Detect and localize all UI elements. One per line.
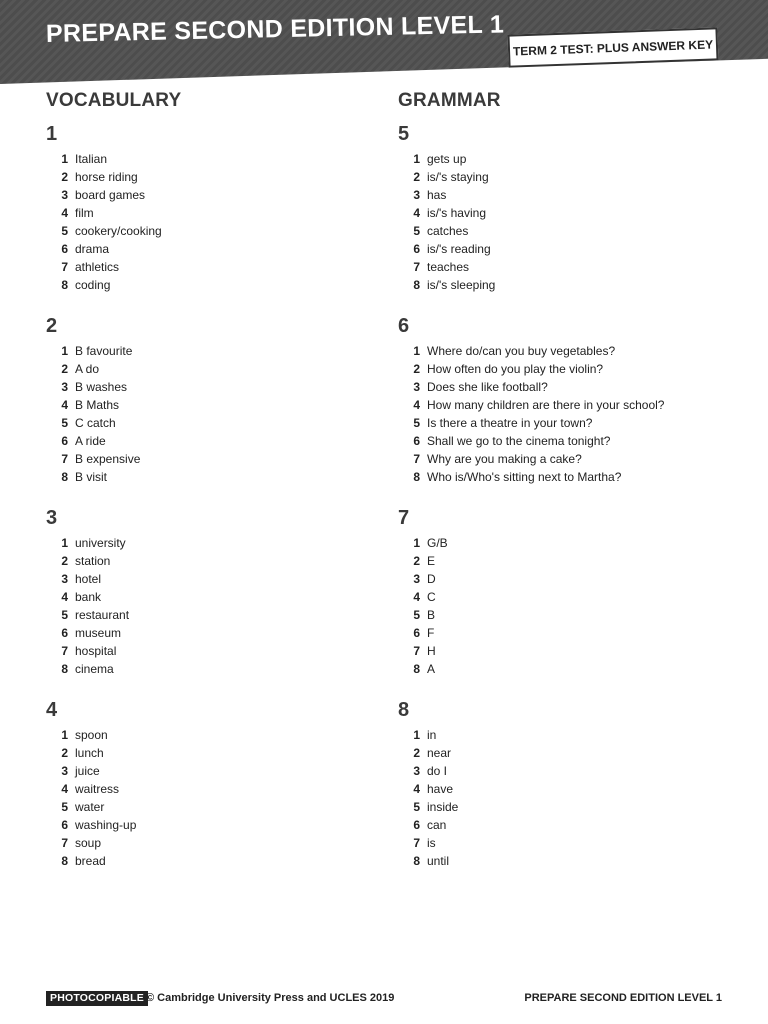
answer-list <box>398 534 748 678</box>
answer-number: 5 <box>61 416 68 430</box>
exercise-block <box>46 506 376 678</box>
answer-item <box>46 276 376 294</box>
answer-text: E <box>427 554 436 568</box>
vocabulary-heading: VOCABULARY <box>46 90 182 111</box>
answer-number: 8 <box>413 470 420 484</box>
answer-number: 5 <box>413 416 420 430</box>
answer-number: 1 <box>413 536 420 550</box>
answer-number: 2 <box>413 170 420 184</box>
answer-number: 5 <box>61 800 68 814</box>
answer-item <box>398 642 748 660</box>
exercise-number: 3 <box>46 507 58 529</box>
answer-text: have <box>427 782 454 796</box>
answer-text: athletics <box>75 260 120 274</box>
answer-item <box>398 762 748 780</box>
answer-number: 8 <box>61 278 68 292</box>
answer-item <box>398 222 748 240</box>
answer-text: Who is/Who's sitting next to Martha? <box>427 470 622 484</box>
answer-item <box>46 816 376 834</box>
answer-text: is/'s staying <box>427 170 489 184</box>
answer-text: bread <box>75 854 106 868</box>
answer-text: Does she like football? <box>427 380 548 394</box>
answer-number: 6 <box>413 434 420 448</box>
answer-item <box>46 798 376 816</box>
answer-item <box>46 204 376 222</box>
vocabulary-column <box>46 90 376 870</box>
answer-item <box>46 834 376 852</box>
answer-text: A <box>427 662 436 676</box>
answer-item <box>398 726 748 744</box>
answer-text: Why are you making a cake? <box>427 452 582 466</box>
answer-number: 8 <box>61 854 68 868</box>
answer-list <box>46 150 376 294</box>
exercise-number: 4 <box>46 699 58 721</box>
exercise-number: 1 <box>46 123 58 145</box>
answer-text: B expensive <box>75 452 141 466</box>
answer-number: 5 <box>413 800 420 814</box>
footer <box>46 989 722 1007</box>
answer-text: A ride <box>75 434 106 448</box>
answer-number: 7 <box>61 644 68 658</box>
answer-text: B visit <box>75 470 108 484</box>
answer-item <box>398 342 748 360</box>
answer-text: B <box>427 608 436 622</box>
answer-text: teaches <box>427 260 470 274</box>
answer-text: museum <box>75 626 122 640</box>
footer-level-text: PREPARE SECOND EDITION LEVEL 1 <box>524 992 722 1004</box>
answer-item <box>398 186 748 204</box>
answer-number: 3 <box>61 764 68 778</box>
answer-number: 6 <box>61 626 68 640</box>
answer-number: 1 <box>413 344 420 358</box>
answer-text: juice <box>75 764 100 778</box>
vocabulary-exercises <box>46 122 376 870</box>
answer-item <box>46 258 376 276</box>
answer-item <box>398 360 748 378</box>
answer-text: cinema <box>75 662 114 676</box>
answer-number: 2 <box>61 362 68 376</box>
answer-text: until <box>427 854 450 868</box>
test-badge: TERM 2 TEST: PLUS ANSWER KEY <box>507 27 718 67</box>
answer-text: is/'s reading <box>427 242 491 256</box>
answer-text: spoon <box>75 728 108 742</box>
answer-number: 8 <box>413 854 420 868</box>
answer-number: 7 <box>413 452 420 466</box>
answer-item <box>46 342 376 360</box>
answer-item <box>46 588 376 606</box>
answer-item <box>398 606 748 624</box>
page-title: PREPARE SECOND EDITION LEVEL 1 <box>45 10 505 48</box>
answer-item <box>46 432 376 450</box>
answer-number: 8 <box>413 278 420 292</box>
answer-number: 2 <box>61 170 68 184</box>
answer-text: A do <box>75 362 100 376</box>
answer-item <box>46 606 376 624</box>
answer-text: gets up <box>427 152 467 166</box>
answer-item <box>46 762 376 780</box>
answer-number: 1 <box>413 728 420 742</box>
answer-item <box>398 240 748 258</box>
answer-text: H <box>427 644 436 658</box>
exercise-block <box>398 314 748 486</box>
answer-text: university <box>75 536 126 550</box>
answer-text: C <box>427 590 436 604</box>
answer-number: 4 <box>413 590 420 604</box>
answer-number: 5 <box>413 608 420 622</box>
answer-text: G/B <box>427 536 448 550</box>
answer-number: 1 <box>413 152 420 166</box>
answer-number: 7 <box>413 260 420 274</box>
answer-item <box>46 222 376 240</box>
exercise-block <box>46 122 376 294</box>
answer-item <box>398 816 748 834</box>
copyright-text: © Cambridge University Press and UCLES 2019 <box>146 992 395 1004</box>
answer-text: horse riding <box>75 170 138 184</box>
grammar-column <box>398 90 748 870</box>
answer-item <box>398 414 748 432</box>
answer-text: in <box>427 728 437 742</box>
answer-text: near <box>427 746 452 760</box>
answer-number: 6 <box>61 434 68 448</box>
answer-number: 3 <box>413 188 420 202</box>
answer-text: inside <box>427 800 459 814</box>
answer-text: can <box>427 818 447 832</box>
answer-number: 2 <box>61 746 68 760</box>
answer-text: B washes <box>75 380 128 394</box>
answer-list <box>398 726 748 870</box>
answer-number: 4 <box>61 206 68 220</box>
answer-list <box>398 342 748 486</box>
answer-number: 4 <box>413 398 420 412</box>
answer-item <box>398 168 748 186</box>
answer-number: 1 <box>61 728 68 742</box>
answer-item <box>398 258 748 276</box>
exercise-block <box>46 698 376 870</box>
answer-text: has <box>427 188 447 202</box>
answer-text: cookery/cooking <box>75 224 162 238</box>
exercise-number: 7 <box>398 507 410 529</box>
answer-text: bank <box>75 590 102 604</box>
answer-text: hotel <box>75 572 102 586</box>
answer-number: 4 <box>61 398 68 412</box>
answer-item <box>398 588 748 606</box>
answer-number: 7 <box>61 836 68 850</box>
answer-text: Where do/can you buy vegetables? <box>427 344 616 358</box>
answer-item <box>46 744 376 762</box>
answer-text: B Maths <box>75 398 120 412</box>
answer-text: washing-up <box>75 818 137 832</box>
exercise-number: 6 <box>398 315 410 337</box>
answer-number: 4 <box>61 782 68 796</box>
answer-item <box>46 624 376 642</box>
answer-number: 4 <box>413 206 420 220</box>
answer-item <box>398 780 748 798</box>
answer-number: 4 <box>413 782 420 796</box>
answer-text: is/'s having <box>427 206 486 220</box>
answer-list <box>46 534 376 678</box>
answer-item <box>46 852 376 870</box>
answer-text: board games <box>75 188 146 202</box>
answer-text: D <box>427 572 436 586</box>
answer-item <box>398 276 748 294</box>
answer-number: 8 <box>413 662 420 676</box>
answer-number: 7 <box>413 836 420 850</box>
answer-text: station <box>75 554 111 568</box>
answer-text: C catch <box>75 416 116 430</box>
answer-number: 4 <box>61 590 68 604</box>
answer-number: 1 <box>61 344 68 358</box>
answer-item <box>46 468 376 486</box>
answer-item <box>46 396 376 414</box>
answer-item <box>398 378 748 396</box>
answer-item <box>46 780 376 798</box>
answer-text: waitress <box>75 782 120 796</box>
answer-list <box>46 342 376 486</box>
answer-text: hospital <box>75 644 117 658</box>
answer-text: do I <box>427 764 448 778</box>
answer-number: 5 <box>61 224 68 238</box>
answer-item <box>46 534 376 552</box>
answer-item <box>46 240 376 258</box>
answer-number: 6 <box>413 626 420 640</box>
answer-item <box>46 360 376 378</box>
answer-number: 3 <box>413 572 420 586</box>
answer-text: F <box>427 626 435 640</box>
exercise-block <box>398 122 748 294</box>
answer-item <box>398 150 748 168</box>
answer-number: 6 <box>413 242 420 256</box>
answer-number: 6 <box>61 818 68 832</box>
answer-list <box>398 150 748 294</box>
exercise-number: 8 <box>398 699 410 721</box>
answer-text: coding <box>75 278 111 292</box>
answer-number: 1 <box>61 536 68 550</box>
answer-item <box>46 150 376 168</box>
answer-item <box>398 552 748 570</box>
answer-text: soup <box>75 836 102 850</box>
answer-text: water <box>75 800 105 814</box>
grammar-heading: GRAMMAR <box>398 90 501 111</box>
answer-number: 2 <box>413 362 420 376</box>
answer-item <box>46 450 376 468</box>
answer-item <box>398 570 748 588</box>
answer-text: film <box>75 206 94 220</box>
answer-item <box>46 726 376 744</box>
answer-item <box>398 744 748 762</box>
answer-text: Italian <box>75 152 108 166</box>
answer-number: 7 <box>61 260 68 274</box>
answer-number: 3 <box>61 572 68 586</box>
answer-number: 5 <box>61 608 68 622</box>
answer-item <box>398 852 748 870</box>
answer-text: How many children are there in your school? <box>427 398 665 412</box>
answer-item <box>398 660 748 678</box>
answer-number: 8 <box>61 470 68 484</box>
answer-item <box>46 414 376 432</box>
answer-item <box>46 552 376 570</box>
answer-text: Is there a theatre in your town? <box>427 416 593 430</box>
answer-item <box>398 468 748 486</box>
exercise-number: 2 <box>46 315 58 337</box>
answer-number: 2 <box>413 554 420 568</box>
answer-item <box>46 570 376 588</box>
answer-item <box>46 186 376 204</box>
answer-item <box>46 660 376 678</box>
answer-text: drama <box>75 242 110 256</box>
exercise-block <box>46 314 376 486</box>
answer-item <box>46 378 376 396</box>
answer-number: 3 <box>61 188 68 202</box>
answer-text: lunch <box>75 746 104 760</box>
answer-item <box>398 432 748 450</box>
answer-number: 6 <box>61 242 68 256</box>
answer-text: restaurant <box>75 608 130 622</box>
answer-item <box>398 450 748 468</box>
exercise-number: 5 <box>398 123 410 145</box>
answer-text: is <box>427 836 436 850</box>
answer-number: 2 <box>61 554 68 568</box>
answer-number: 8 <box>61 662 68 676</box>
answer-number: 7 <box>413 644 420 658</box>
answer-number: 3 <box>61 380 68 394</box>
exercise-block <box>398 506 748 678</box>
answer-list <box>46 726 376 870</box>
answer-text: is/'s sleeping <box>427 278 496 292</box>
answer-text: B favourite <box>75 344 133 358</box>
answer-item <box>398 396 748 414</box>
answer-text: catches <box>427 224 469 238</box>
answer-number: 1 <box>61 152 68 166</box>
answer-item <box>398 204 748 222</box>
exercise-block <box>398 698 748 870</box>
grammar-exercises <box>398 122 748 870</box>
answer-number: 3 <box>413 380 420 394</box>
answer-item <box>398 834 748 852</box>
answer-text: Shall we go to the cinema tonight? <box>427 434 611 448</box>
answer-number: 6 <box>413 818 420 832</box>
answer-number: 7 <box>61 452 68 466</box>
answer-text: How often do you play the violin? <box>427 362 604 376</box>
answer-number: 3 <box>413 764 420 778</box>
answer-item <box>46 168 376 186</box>
answer-item <box>398 534 748 552</box>
answer-number: 5 <box>413 224 420 238</box>
answer-number: 2 <box>413 746 420 760</box>
answer-item <box>46 642 376 660</box>
answer-item <box>398 798 748 816</box>
answer-item <box>398 624 748 642</box>
photocopiable-tag: PHOTOCOPIABLE <box>46 991 148 1006</box>
